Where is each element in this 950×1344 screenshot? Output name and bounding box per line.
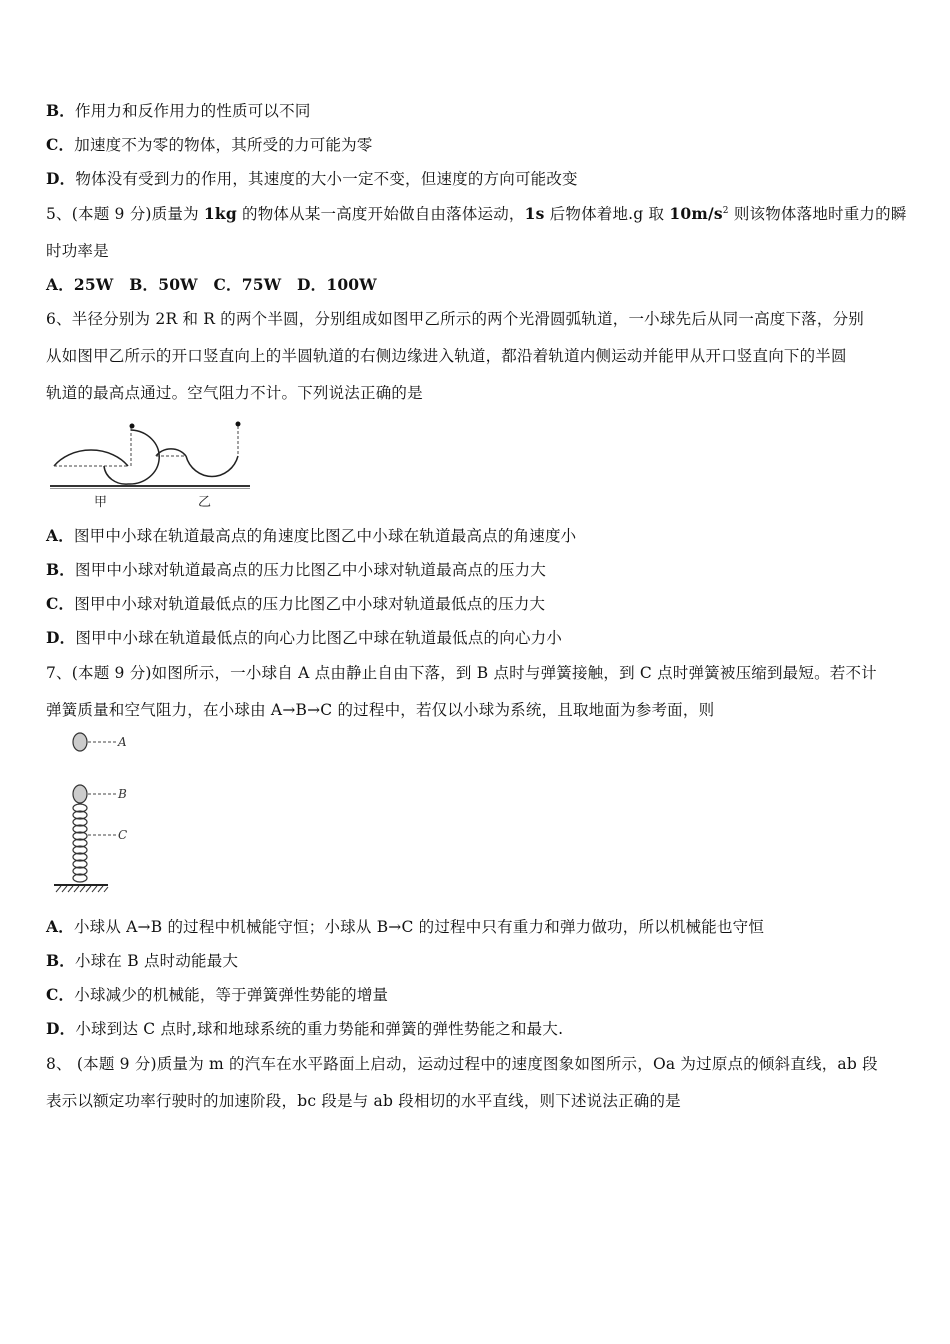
label-c: C	[118, 828, 128, 842]
ball-b-icon	[73, 785, 87, 803]
q5-stem-line1	[46, 204, 907, 224]
option-letter: B．	[46, 101, 76, 120]
label-a: A	[118, 735, 127, 749]
q5-g-exponent: 2	[722, 205, 729, 216]
q7-option-c	[46, 985, 388, 1005]
option-text: 图甲中小球对轨道最低点的压力比图乙中小球对轨道最低点的压力大	[74, 595, 546, 613]
q5-text-d: 则该物体落地时重力的瞬	[728, 205, 907, 223]
jia-upper-semicircle	[54, 450, 128, 466]
jia-ball-icon	[130, 424, 135, 429]
q6-option-c	[46, 594, 545, 614]
option-text: 小球在 B 点时动能最大	[75, 952, 239, 970]
option-letter: D．	[46, 628, 76, 647]
q6-track-figure	[46, 416, 256, 512]
label-b: B	[118, 787, 127, 801]
option-text: 图甲中小球在轨道最低点的向心力比图乙中球在轨道最低点的向心力小	[75, 629, 563, 647]
q7-stem-line1: 7、(本题 9 分)如图所示，一小球自 A 点由静止自由下落，到 B 点时与弹簧接触，到 C 点时弹簧被压缩到最短。若不计	[46, 664, 877, 682]
jia-lower-semicircle	[104, 430, 159, 484]
q4-option-d	[46, 169, 578, 189]
option-letter: C．	[46, 594, 75, 613]
option-letter: A．	[46, 526, 74, 545]
yi-lower-semicircle	[186, 456, 238, 476]
option-text: 物体没有受到力的作用，其速度的大小一定不变，但速度的方向可能改变	[75, 170, 578, 188]
q6-option-a	[46, 526, 576, 546]
ball-a-icon	[73, 733, 87, 751]
q7-option-b	[46, 951, 238, 971]
spring-icon	[73, 804, 87, 882]
fig-label-yi: 乙	[198, 495, 212, 510]
option-text: 作用力和反作用力的性质可以不同	[75, 102, 311, 120]
q6-option-b	[46, 560, 546, 580]
q6-option-d	[46, 628, 562, 648]
q7-stem-line2: 弹簧质量和空气阻力，在小球由 A→B→C 的过程中，若仅以小球为系统，且取地面为参考面，则	[46, 701, 715, 719]
q8-stem-line1: 8、 (本题 9 分)质量为 m 的汽车在水平路面上启动，运动过程中的速度图象如图所示，Oa 为过原点的倾斜直线，ab 段	[46, 1055, 878, 1073]
option-text: 小球从 A→B 的过程中机械能守恒；小球从 B→C 的过程中只有重力和弹力做功，所以机械能也守恒	[73, 918, 765, 936]
q5-text-b: 的物体从某一高度开始做自由落体运动，	[236, 205, 525, 223]
question-number: 5、	[46, 205, 72, 223]
q5-time: 1s	[524, 204, 545, 223]
option-letter: B．	[46, 951, 76, 970]
option-letter: A．	[46, 917, 74, 936]
q5-stem-line2: 时功率是	[46, 242, 109, 260]
yi-ball-icon	[236, 422, 241, 427]
option-letter: B．	[46, 560, 76, 579]
option-letter: C．	[46, 985, 75, 1004]
q7-option-a	[46, 917, 764, 937]
fig-label-jia: 甲	[94, 495, 108, 510]
option-letter: D．	[46, 1019, 76, 1038]
option-letter: C．	[46, 135, 75, 154]
q5-mass: 1kg	[203, 204, 237, 223]
option-text: 小球到达 C 点时,球和地球系统的重力势能和弹簧的弹性势能之和最大.	[75, 1020, 564, 1038]
q4-option-c	[46, 135, 373, 155]
q6-stem-line3: 轨道的最高点通过。空气阻力不计。下列说法正确的是	[46, 384, 423, 402]
q5-options: A．25W B．50W C．75W D．100W	[46, 275, 377, 294]
q7-option-d	[46, 1019, 563, 1039]
option-text: 图甲中小球对轨道最高点的压力比图乙中小球对轨道最高点的压力大	[75, 561, 547, 579]
q8-stem-line2: 表示以额定功率行驶时的加速阶段，bc 段是与 ab 段相切的水平直线，则下述说法正确的是	[46, 1092, 681, 1110]
option-text: 小球减少的机械能，等于弹簧弹性势能的增量	[74, 986, 389, 1004]
q5-text-c: 后物体着地.g 取	[544, 205, 670, 223]
q5-text-a: 质量为	[151, 205, 204, 223]
option-text: 加速度不为零的物体，其所受的力可能为零	[74, 136, 373, 154]
q6-stem-line1: 6、半径分别为 2R 和 R 的两个半圆，分别组成如图甲乙所示的两个光滑圆弧轨道，一小球先后从同一高度下落，分别	[46, 310, 864, 328]
yi-upper-semicircle	[156, 449, 186, 456]
q4-option-b	[46, 101, 311, 121]
option-text: 图甲中小球在轨道最高点的角速度比图乙中小球在轨道最高点的角速度小	[73, 527, 577, 545]
question-points: (本题 9 分)	[71, 205, 152, 223]
option-letter: D．	[46, 169, 76, 188]
q7-spring-figure	[50, 728, 150, 896]
q6-stem-line2: 从如图甲乙所示的开口竖直向上的半圆轨道的右侧边缘进入轨道，都沿着轨道内侧运动并能甲从开口竖直向下的半圆	[46, 347, 847, 365]
q5-g-value: 10m/s	[669, 204, 723, 223]
